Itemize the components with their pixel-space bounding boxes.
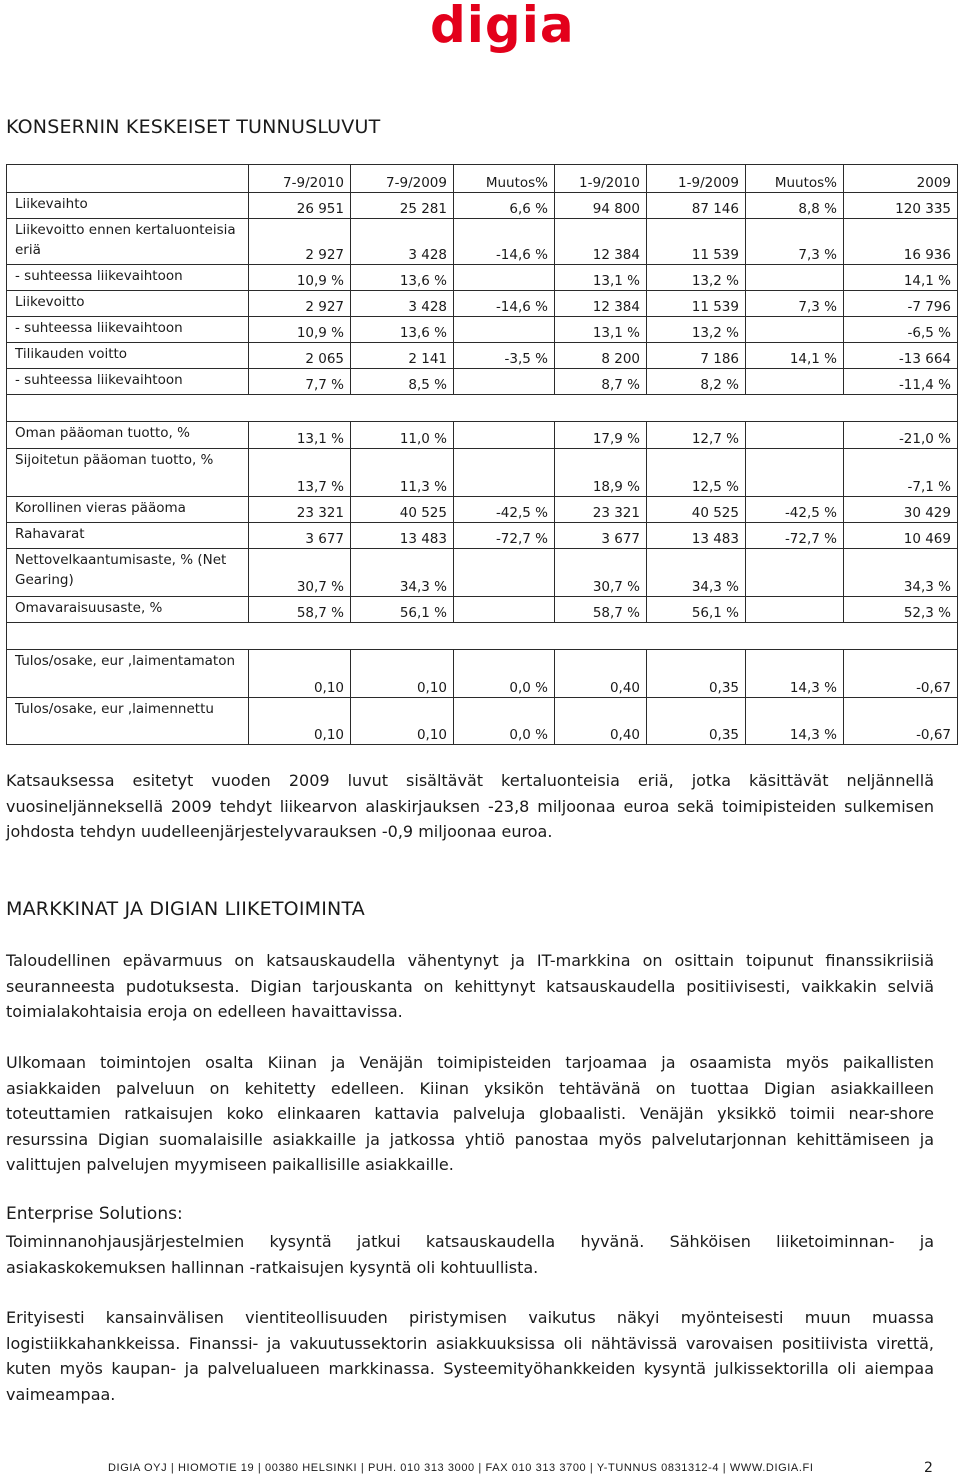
table-cell: -42,5 %	[454, 497, 555, 523]
table-cell: 7,3 %	[746, 219, 844, 265]
table-cell: 14,1 %	[746, 343, 844, 369]
table-cell: 52,3 %	[844, 597, 958, 623]
row-label: Liikevoitto	[7, 291, 249, 317]
table-cell: 10,9 %	[249, 265, 351, 291]
table-cell: 0,35	[647, 698, 746, 745]
table-cell: 3 677	[555, 523, 647, 549]
table-cell: -14,6 %	[454, 219, 555, 265]
table-cell: -72,7 %	[746, 523, 844, 549]
table-cell: -0,67	[844, 650, 958, 698]
table-cell: 0,10	[249, 650, 351, 698]
table-cell: 13,6 %	[351, 265, 454, 291]
row-label: Liikevoitto ennen kertaluonteisia eriä	[7, 219, 249, 265]
table-cell	[454, 369, 555, 395]
table-cell: 10,9 %	[249, 317, 351, 343]
table-cell: 3 677	[249, 523, 351, 549]
table-cell: -21,0 %	[844, 422, 958, 449]
table-cell: 12,5 %	[647, 449, 746, 497]
table-cell: 40 525	[647, 497, 746, 523]
table-cell	[746, 597, 844, 623]
table-cell	[454, 549, 555, 597]
table-row	[7, 369, 958, 395]
table-cell: 0,10	[249, 698, 351, 745]
table-cell	[454, 597, 555, 623]
row-label: Liikevaihto	[7, 193, 249, 219]
table-cell: 11,3 %	[351, 449, 454, 497]
table-cell: 17,9 %	[555, 422, 647, 449]
table-cell	[746, 449, 844, 497]
table-cell: 7,3 %	[746, 291, 844, 317]
table-cell: 23 321	[249, 497, 351, 523]
table-cell: 13,2 %	[647, 317, 746, 343]
table-row	[7, 698, 958, 745]
table-cell: 34,3 %	[351, 549, 454, 597]
column-header: 7-9/2009	[351, 165, 454, 193]
row-label: - suhteessa liikevaihtoon	[7, 369, 249, 395]
table-cell: 8,7 %	[555, 369, 647, 395]
table-cell: 56,1 %	[647, 597, 746, 623]
table-row	[7, 449, 958, 497]
table-cell: 12 384	[555, 291, 647, 317]
row-label: - suhteessa liikevaihtoon	[7, 265, 249, 291]
table-cell: 11 539	[647, 291, 746, 317]
table-cell: -14,6 %	[454, 291, 555, 317]
table-cell: 14,3 %	[746, 650, 844, 698]
row-label: Tilikauden voitto	[7, 343, 249, 369]
table-row	[7, 523, 958, 549]
column-header: 1-9/2009	[647, 165, 746, 193]
table-cell: 2 927	[249, 291, 351, 317]
table-cell: 2 927	[249, 219, 351, 265]
table-cell: 11,0 %	[351, 422, 454, 449]
row-label: Omavaraisuusaste, %	[7, 597, 249, 623]
table-row	[7, 343, 958, 369]
table-row	[7, 291, 958, 317]
table-cell: 11 539	[647, 219, 746, 265]
table-cell: 3 428	[351, 291, 454, 317]
enterprise-paragraph-1: Toiminnanohjausjärjestelmien kysyntä jatkui katsauskaudella hyvänä. Sähköisen liiketoiminnan- ja asiakaskokemuksen hallinnan -ratkaisujen kysyntä oli kohtuullista.	[6, 1232, 934, 1277]
table-cell: 7,7 %	[249, 369, 351, 395]
table-cell: -13 664	[844, 343, 958, 369]
markets-paragraph-2: Ulkomaan toimintojen osalta Kiinan ja Venäjän toimipisteiden tarjoamaa ja osaamista myös paikallisten asiakkaiden palveluun on kehitetty edelleen. Kiinan yksikön tehtävänä on tuottaa Digian asiakkailleen toteuttamien ratkaisujen koko elinkaaren kattavia palveluja globaalisti. Venäjän yksikkö toimii near-shore resurssina Digian suomalaisille asiakkaille ja jatkossa yhtiö panostaa myös palvelutarjonnan kehittämiseen ja valittujen palvelujen myymiseen paikallisille asiakkaille.	[6, 1053, 934, 1174]
table-cell: -11,4 %	[844, 369, 958, 395]
table-cell: 25 281	[351, 193, 454, 219]
table-cell: -7 796	[844, 291, 958, 317]
table-cell: 6,6 %	[454, 193, 555, 219]
table-cell	[746, 549, 844, 597]
markets-paragraph-1: Taloudellinen epävarmuus on katsauskaudella vähentynyt ja IT-markkina on osittain toipunut finanssikriisiä seuranneesta pudotuksesta. Digian tarjouskanta on kehittynyt katsauskaudella positiivisesti, vaikkakin selviä toimialakohtaisia eroja on edelleen havaittavissa.	[6, 951, 934, 1021]
table-cell: 2 065	[249, 343, 351, 369]
table-cell	[746, 317, 844, 343]
table-cell: 16 936	[844, 219, 958, 265]
table-row	[7, 549, 958, 597]
table-cell	[746, 422, 844, 449]
column-header: Muutos%	[746, 165, 844, 193]
table-cell: 13,2 %	[647, 265, 746, 291]
table-cell: -72,7 %	[454, 523, 555, 549]
table-cell	[454, 449, 555, 497]
table-row	[7, 597, 958, 623]
header-empty-cell	[7, 165, 249, 193]
column-header: 2009	[844, 165, 958, 193]
table-cell: 34,3 %	[844, 549, 958, 597]
subsection-title-enterprise-solutions: Enterprise Solutions:	[6, 1204, 183, 1224]
table-cell: 10 469	[844, 523, 958, 549]
row-label: Nettovelkaantumisaste, % (Net Gearing)	[7, 549, 249, 597]
table-cell: 40 525	[351, 497, 454, 523]
table-cell: 30,7 %	[555, 549, 647, 597]
table-row	[7, 265, 958, 291]
table-cell: 0,0 %	[454, 650, 555, 698]
table-cell: 8,5 %	[351, 369, 454, 395]
row-label: Tulos/osake, eur ,laimennettu	[7, 698, 249, 745]
table-cell: 14,3 %	[746, 698, 844, 745]
table-cell: -6,5 %	[844, 317, 958, 343]
table-cell: -0,67	[844, 698, 958, 745]
table-cell: 30,7 %	[249, 549, 351, 597]
digia-logo: digia	[430, 0, 575, 54]
column-header: Muutos%	[454, 165, 555, 193]
section-title-key-figures: KONSERNIN KESKEISET TUNNUSLUVUT	[6, 116, 381, 138]
table-cell: 0,10	[351, 698, 454, 745]
table-cell: -7,1 %	[844, 449, 958, 497]
table-cell	[746, 265, 844, 291]
table-cell	[454, 422, 555, 449]
table-cell: -3,5 %	[454, 343, 555, 369]
table-cell: 0,40	[555, 650, 647, 698]
table-header-row	[7, 165, 958, 193]
page-footer: DIGIA OYJ | HIOMOTIE 19 | 00380 HELSINKI | PUH. 010 313 3000 | FAX 010 313 3700 | Y-TUNNUS 0831312-4 | WWW.DIGIA.FI	[108, 1462, 814, 1474]
table-cell: 34,3 %	[647, 549, 746, 597]
table-cell: 13,6 %	[351, 317, 454, 343]
table-cell: 14,1 %	[844, 265, 958, 291]
table-cell: 3 428	[351, 219, 454, 265]
table-cell: 13,7 %	[249, 449, 351, 497]
column-header: 1-9/2010	[555, 165, 647, 193]
table-cell: 56,1 %	[351, 597, 454, 623]
table-cell: 8,2 %	[647, 369, 746, 395]
table-cell: 87 146	[647, 193, 746, 219]
table-row	[7, 193, 958, 219]
key-figures-table	[6, 164, 958, 745]
column-header: 7-9/2010	[249, 165, 351, 193]
spacer-cell	[7, 395, 958, 422]
section-title-markets: MARKKINAT JA DIGIAN LIIKETOIMINTA	[6, 898, 365, 920]
table-cell	[746, 369, 844, 395]
table-cell: 18,9 %	[555, 449, 647, 497]
table-cell: 8,8 %	[746, 193, 844, 219]
table-cell: 58,7 %	[249, 597, 351, 623]
enterprise-paragraph-2: Erityisesti kansainvälisen vientiteollisuuden piristymisen vaikutus näkyi myönteisesti muun muassa logistiikkahankkeissa. Finanssi- ja vakuutussektorin asiakkuuksissa oli nähtävissä varovaisen positiivista virettä, kuten myös kaupan- ja palvelualueen markkinassa. Systeemityöhankkeiden kysyntä julkissektorilla oli aiempaa vaimeampaa.	[6, 1308, 934, 1404]
row-label: Tulos/osake, eur ,laimentamaton	[7, 650, 249, 698]
table-cell: 13 483	[647, 523, 746, 549]
table-cell: 26 951	[249, 193, 351, 219]
table-cell: 120 335	[844, 193, 958, 219]
table-cell: 0,40	[555, 698, 647, 745]
table-cell: 13,1 %	[249, 422, 351, 449]
row-label: Sijoitetun pääoman tuotto, %	[7, 449, 249, 497]
spacer-cell	[7, 623, 958, 650]
table-cell: 13,1 %	[555, 265, 647, 291]
row-label: Rahavarat	[7, 523, 249, 549]
table-row	[7, 317, 958, 343]
table-cell	[454, 317, 555, 343]
table-row	[7, 422, 958, 449]
table-footnote: Katsauksessa esitetyt vuoden 2009 luvut sisältävät kertaluonteisia eriä, jotka käsittävät neljännellä vuosineljänneksellä 2009 tehdyt liikearvon alaskirjauksen -23,8 miljoonaa euroa sekä toimipisteiden sulkemisen johdosta tehdyn uudelleenjärjestelyvarauksen -0,9 miljoonaa euroa.	[6, 771, 934, 841]
table-cell: 12 384	[555, 219, 647, 265]
table-cell: 58,7 %	[555, 597, 647, 623]
table-cell: 13,1 %	[555, 317, 647, 343]
table-row	[7, 497, 958, 523]
table-cell: 94 800	[555, 193, 647, 219]
table-cell: 0,35	[647, 650, 746, 698]
table-cell: 7 186	[647, 343, 746, 369]
table-cell: 13 483	[351, 523, 454, 549]
table-cell: 8 200	[555, 343, 647, 369]
table-row	[7, 219, 958, 265]
table-cell: -42,5 %	[746, 497, 844, 523]
table-cell	[454, 265, 555, 291]
table-spacer-row	[7, 623, 958, 650]
table-cell: 2 141	[351, 343, 454, 369]
table-cell: 30 429	[844, 497, 958, 523]
row-label: Korollinen vieras pääoma	[7, 497, 249, 523]
table-row	[7, 650, 958, 698]
page-number: 2	[924, 1460, 933, 1476]
table-cell: 23 321	[555, 497, 647, 523]
table-cell: 0,10	[351, 650, 454, 698]
table-spacer-row	[7, 395, 958, 422]
table-cell: 0,0 %	[454, 698, 555, 745]
table-cell: 12,7 %	[647, 422, 746, 449]
row-label: - suhteessa liikevaihtoon	[7, 317, 249, 343]
row-label: Oman pääoman tuotto, %	[7, 422, 249, 449]
